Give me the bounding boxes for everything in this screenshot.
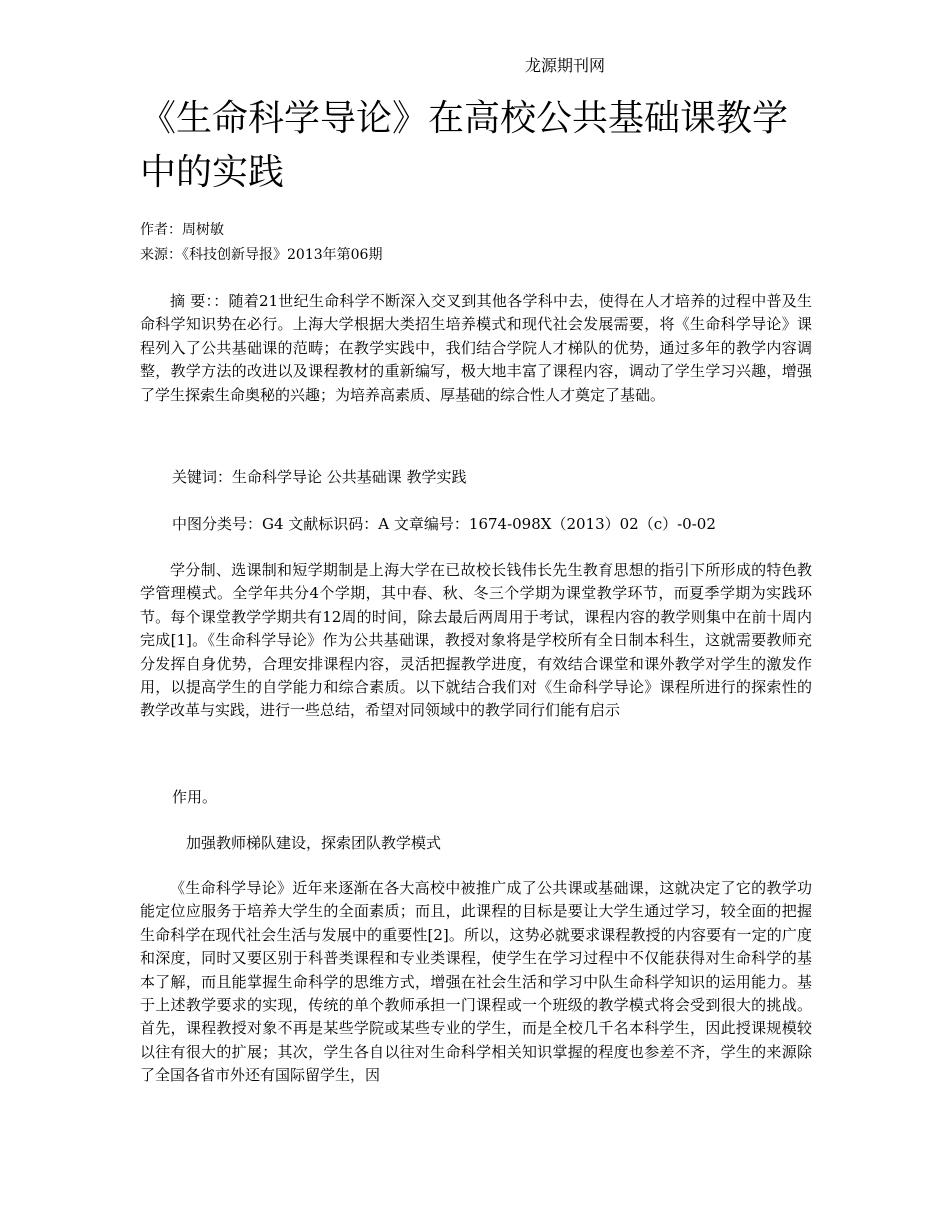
section-paragraph: 《生命科学导论》近年来逐渐在各大高校中被推广成了公共课或基础课，这就决定了它的教学功能定位应服务于培养大学生的全面素质；而且，此课程的目标是要让大学生通过学习，较全面的把握生命科学在现代社会生活与发展中的重要性[2]。所以，这势必就要求课程教授的内容要有一定的广度和深度，同时又要区别于科普类课程和专业类课程，使学生在学习过程中不仅能获得对生命科学的基本了解，而且能掌握生命科学的思维方式，增强在社会生活和学习中队生命科学知识的运用能力。基于上述教学要求的实现，传统的单个教师承担一门课程或一个班级的教学模式将会受到很大的挑战。首先，课程教授对象不再是某些学院或某些专业的学生，而是全校几千名本科学生，因此授课规模较以往有很大的扩展；其次，学生各自以往对生命科学相关知识掌握的程度也参差不齐，学生的来源除了全国各省市外还有国际留学生，因 — [140, 879, 812, 1085]
keywords-line: 关键词：生命科学导论 公共基础课 教学实践 — [172, 468, 467, 486]
article-title: 《生命科学导论》在高校公共基础课教学中的实践 — [140, 98, 789, 193]
intro-paragraph-tail: 作用。 — [172, 788, 218, 806]
article-author: 作者：周树敏 — [140, 222, 224, 238]
intro-paragraph: 学分制、选课制和短学期制是上海大学在已故校长钱伟长先生教育思想的指引下所形成的特色教学管理模式。全学年共分4个学期，其中春、秋、冬三个学期为课堂教学环节，而夏季学期为实践环节。每个课堂教学学期共有12周的时间，除去最后两周用于考试，课程内容的教学则集中在前十周内完成[1]。《生命科学导论》作为公共基础课，教授对象将是学校所有全日制本科生，这就需要教师充分发挥自身优势，合理安排课程内容，灵活把握教学进度，有效结合课堂和课外教学对学生的激发作用，以提高学生的自学能力和综合素质。以下就结合我们对《生命科学导论》课程所进行的探索性的教学改革与实践，进行一些总结，希望对同领域中的教学同行们能有启示 — [140, 561, 812, 720]
classification-line: 中图分类号：G4 文献标识码：A 文章编号：1674-098X（2013）02（c）-0-02 — [172, 515, 716, 533]
section-heading: 加强教师梯队建设，探索团队教学模式 — [186, 834, 442, 852]
article-source: 来源：《科技创新导报》2013年第06期 — [140, 247, 383, 263]
site-name: 龙源期刊网 — [525, 56, 606, 75]
abstract-paragraph: 摘 要：：随着21世纪生命科学不断深入交叉到其他各学科中去，使得在人才培养的过程中普及生命科学知识势在必行。上海大学根据大类招生培养模式和现代社会发展需要，将《生命科学导论》课程列入了公共基础课的范畴；在教学实践中，我们结合学院人才梯队的优势，通过多年的教学内容调整，教学方法的改进以及课程教材的重新编写，极大地丰富了课程内容，调动了学生学习兴趣，增强了学生探索生命奥秘的兴趣；为培养高素质、厚基础的综合性人才奠定了基础。 — [140, 292, 812, 404]
